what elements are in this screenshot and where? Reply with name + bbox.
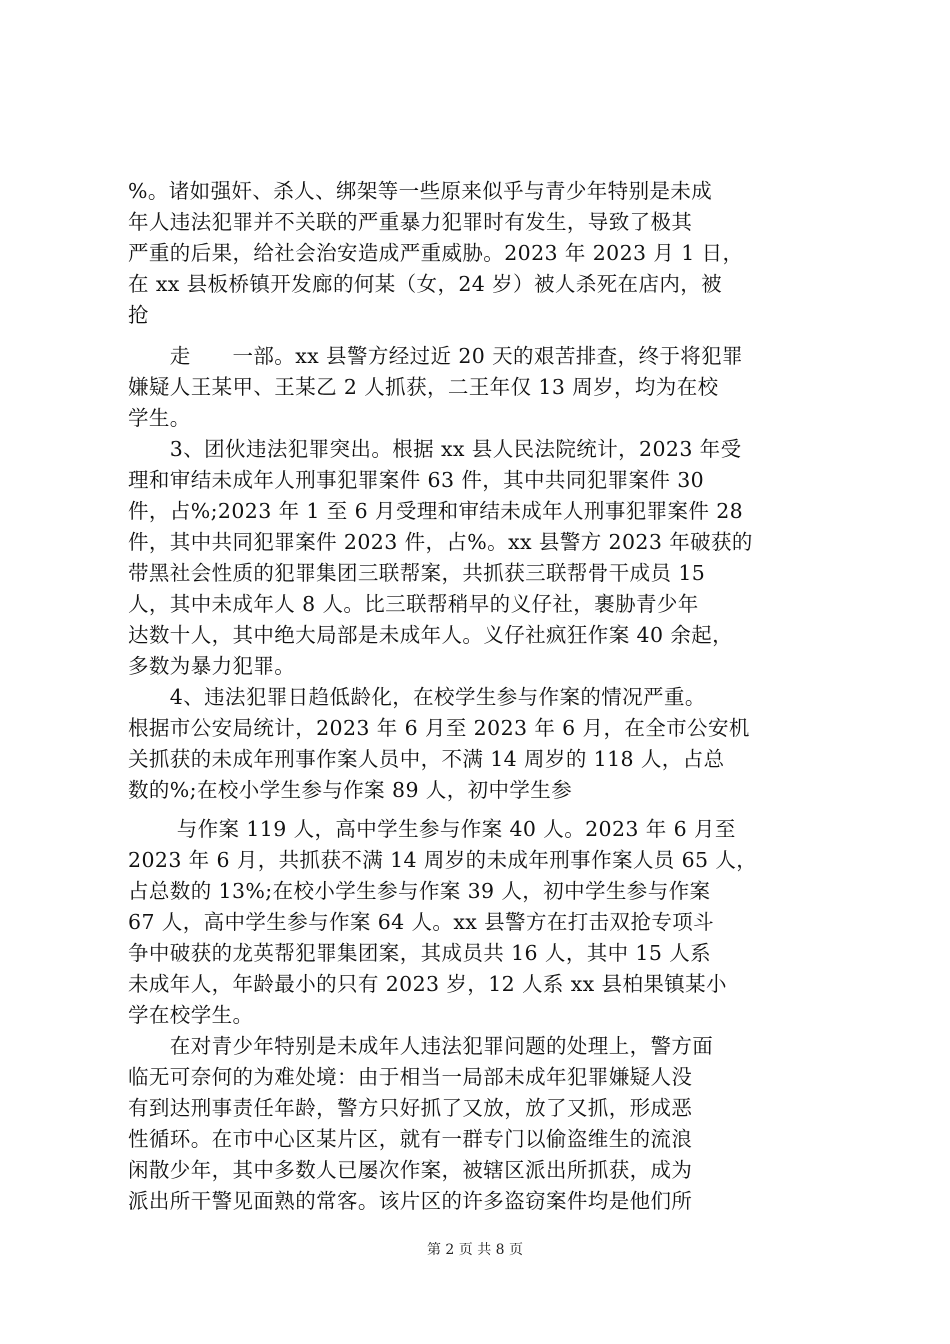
text-line: 派出所干警见面熟的常客。该片区的许多盗窃案件均是他们所 (128, 1189, 693, 1213)
text-line: 人，其中未成年人 8 人。比三联帮稍早的义仔社，裹胁青少年 (128, 592, 699, 616)
text-line: 争中破获的龙英帮犯罪集团案，其成员共 16 人，其中 15 人系 (128, 941, 712, 965)
text-line: 占总数的 13%;在校小学生参与作案 39 人，初中学生参与作案 (128, 879, 711, 903)
text-line: 件，占%;2023 年 1 至 6 月受理和审结未成年人刑事犯罪案件 28 (128, 499, 744, 523)
text-line: 67 人，高中学生参与作案 64 人。xx 县警方在打击双抢专项斗 (128, 910, 715, 934)
text-line: 有到达刑事责任年龄，警方只好抓了又放，放了又抓，形成恶 (128, 1096, 693, 1120)
text-line: 多数为暴力犯罪。 (128, 654, 296, 678)
page-footer (0, 1240, 950, 1260)
text-line: 关抓获的未成年刑事作案人员中，不满 14 周岁的 118 人，占总 (128, 747, 725, 771)
text-line: 理和审结未成年人刑事犯罪案件 63 件，其中共同犯罪案件 30 (128, 468, 705, 492)
page-number-label: 第 2 页 共 8 页 (426, 1242, 524, 1258)
text-line: 嫌疑人王某甲、王某乙 2 人抓获，二王年仅 13 周岁，均为在校 (128, 375, 719, 399)
text-line: 学生。 (128, 406, 191, 430)
text-line: 年人违法犯罪并不关联的严重暴力犯罪时有发生，导致了极其 (128, 210, 693, 234)
document-body (128, 176, 828, 1217)
text-line: 4、违法犯罪日趋低龄化，在校学生参与作案的情况严重。 (128, 685, 706, 709)
text-line: 性循环。在市中心区某片区，就有一群专门以偷盗维生的流浪 (128, 1127, 693, 1151)
text-line: 根据市公安局统计，2023 年 6 月至 2023 年 6 月，在全市公安机 (128, 716, 750, 740)
text-line: 走 一部。xx 县警方经过近 20 天的艰苦排查，终于将犯罪 (128, 344, 743, 368)
text-line: 闲散少年，其中多数人已屡次作案，被辖区派出所抓获，成为 (128, 1158, 693, 1182)
text-line: 件，其中共同犯罪案件 2023 件，占%。xx 县警方 2023 年破获的 (128, 530, 753, 554)
text-line: 与作案 119 人，高中学生参与作案 40 人。2023 年 6 月至 (128, 817, 736, 841)
text-line: 数的%;在校小学生参与作案 89 人，初中学生参 (128, 778, 573, 802)
text-line: 抢 (128, 303, 149, 327)
text-line: 临无可奈何的为难处境：由于相当一局部未成年犯罪嫌疑人没 (128, 1065, 693, 1089)
text-line: 严重的后果，给社会治安造成严重威胁。2023 年 2023 月 1 日， (128, 241, 744, 265)
text-line: 学在校学生。 (128, 1003, 254, 1027)
text-line: %。诸如强奸、杀人、绑架等一些原来似乎与青少年特别是未成 (128, 179, 713, 203)
text-line: 在对青少年特别是未成年人违法犯罪问题的处理上，警方面 (128, 1034, 714, 1058)
text-line: 未成年人，年龄最小的只有 2023 岁，12 人系 xx 县柏果镇某小 (128, 972, 727, 996)
text-line: 在 xx 县板桥镇开发廊的何某（女，24 岁）被人杀死在店内，被 (128, 272, 723, 296)
text-line: 2023 年 6 月，共抓获不满 14 周岁的未成年刑事作案人员 65 人， (128, 848, 758, 872)
text-line: 3、团伙违法犯罪突出。根据 xx 县人民法院统计，2023 年受 (128, 437, 742, 461)
text-line: 达数十人，其中绝大局部是未成年人。义仔社疯狂作案 40 余起， (128, 623, 734, 647)
text-line: 带黑社会性质的犯罪集团三联帮案，共抓获三联帮骨干成员 15 (128, 561, 706, 585)
